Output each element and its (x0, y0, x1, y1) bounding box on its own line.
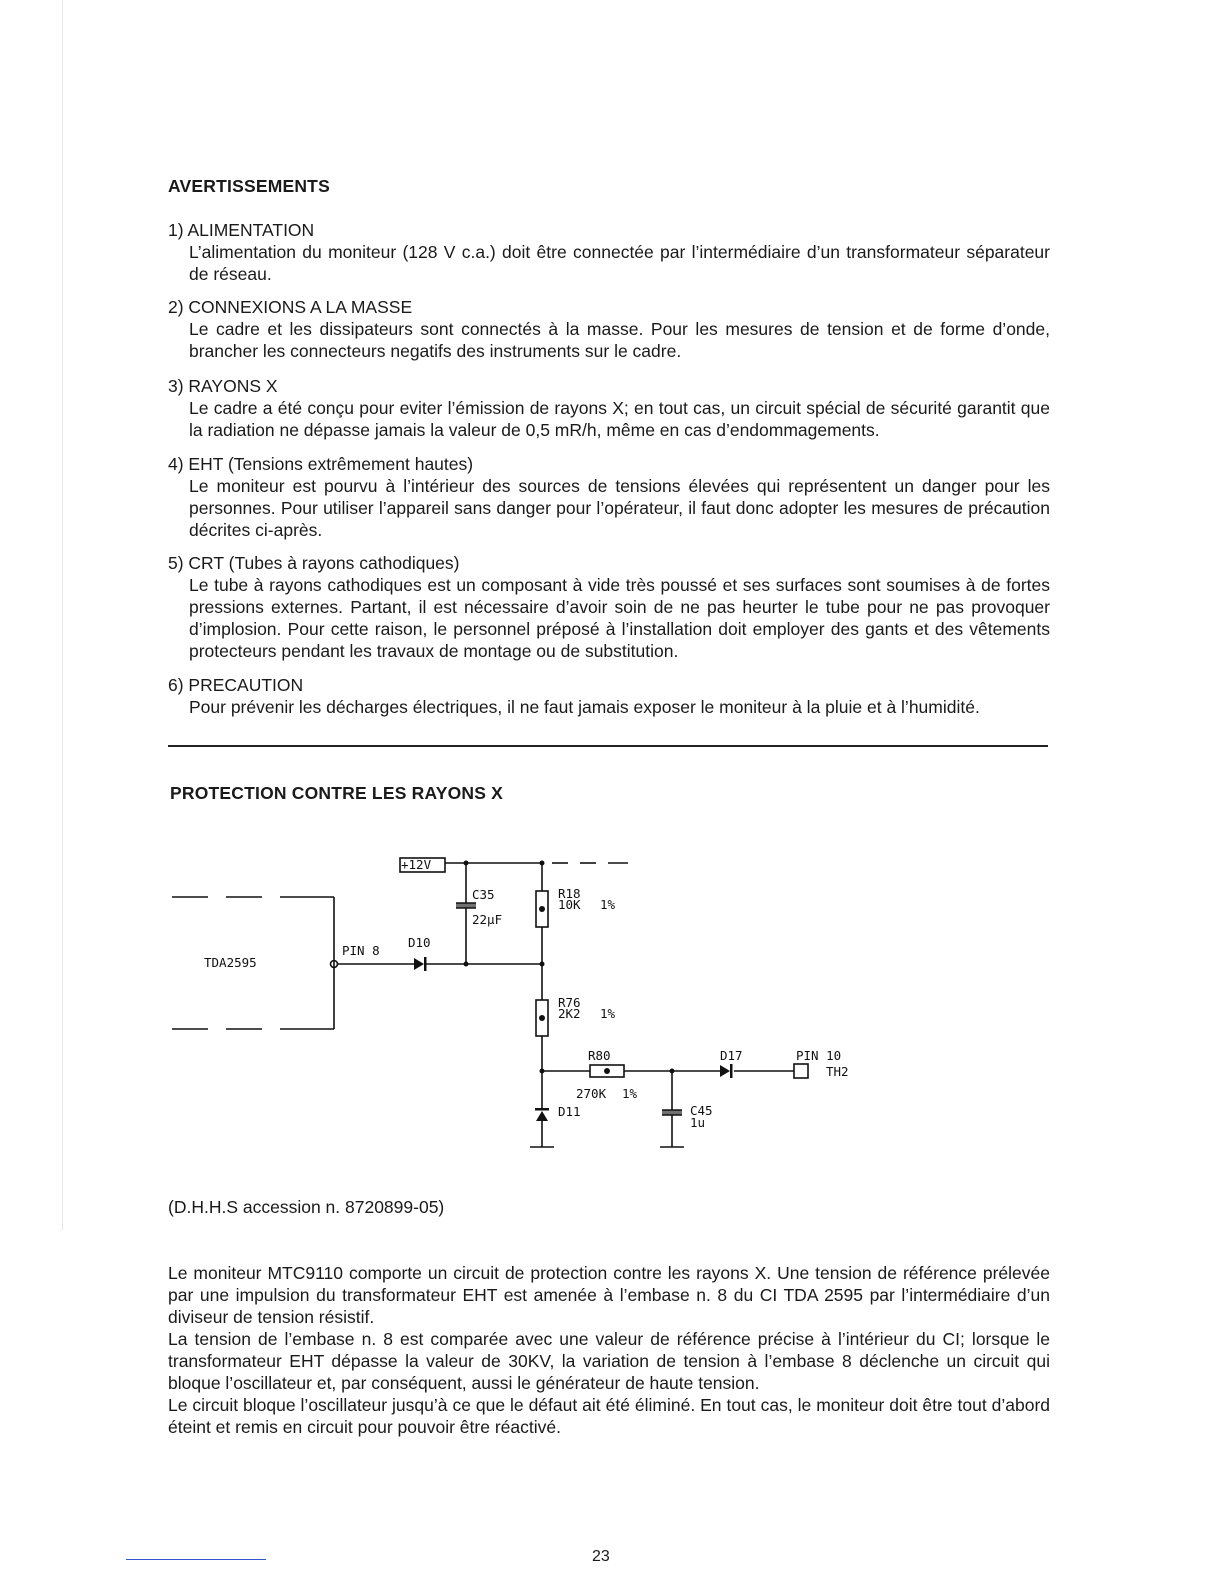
schematic-caption: (D.H.H.S accession n. 8720899-05) (168, 1197, 445, 1217)
r80-tolerance: 1% (622, 1086, 638, 1101)
supply-label: +12V (401, 857, 432, 872)
r18-value: 10K (558, 897, 581, 912)
section-divider (168, 745, 1048, 747)
warning-item-precaution (168, 674, 1050, 718)
warning-item-title: 6) PRECAUTION (168, 675, 304, 695)
warning-item-body: Le moniteur est pourvu à l’intérieur des sources de tensions élevées qui représentent un danger pour les personnes. Pour utiliser l’appareil sans danger pour l’opérateur, il faut donc adopter les mesures de précaution décrites ci-après. (189, 476, 1050, 540)
warning-item-crt (168, 552, 1050, 662)
page-number: 23 (592, 1548, 610, 1565)
c45-value: 1u (690, 1115, 706, 1130)
warning-item-alimentation (168, 219, 1050, 285)
warning-item-rayons-x (168, 375, 1050, 441)
c35-value: 22µF (472, 912, 503, 927)
warning-item-body: L’alimentation du moniteur (128 V c.a.) doit être connectée par l’intermédiaire d’un transformateur séparateur de réseau. (189, 242, 1050, 284)
warning-item-body: Pour prévenir les décharges électriques, il ne faut jamais exposer le moniteur à la pluie et à l’humidité. (189, 697, 980, 717)
r76-value: 2K2 (558, 1006, 581, 1021)
warning-item-masse (168, 296, 1050, 362)
paragraph: Le circuit bloque l’oscillateur jusqu’à ce que le défaut ait été éliminé. En tout cas, le moniteur doit être tout d’abord éteint et remis en circuit pour pouvoir être réactivé. (168, 1395, 1050, 1437)
r18-label: R18 (558, 886, 581, 901)
warning-item-eht (168, 453, 1050, 541)
paragraph: Le moniteur MTC9110 comporte un circuit de protection contre les rayons X. Une tension de référence prélevée par une impulsion du transformateur EHT est amenée à l’embase n. 8 du CI TDA 2595 par l’intermédiaire d’un diviseur de tension résistif. (168, 1263, 1050, 1327)
c45-label: C45 (690, 1103, 713, 1118)
protection-description (168, 1262, 1050, 1438)
page-edge-shadow (62, 0, 63, 1230)
warning-item-title: 2) CONNEXIONS A LA MASSE (168, 297, 413, 317)
d17-label: D17 (720, 1048, 743, 1063)
paragraph: La tension de l’embase n. 8 est comparée avec une valeur de référence précise à l’intérieur du CI; lorsque le transformateur EHT dépasse la valeur de 30KV, la variation de tension à l’embase 8 déclenche un circuit qui bloque l’oscillateur et, par conséquent, aussi le générateur de haute tension. (168, 1329, 1050, 1393)
warning-item-title: 3) RAYONS X (168, 376, 278, 396)
warning-item-body: Le cadre a été conçu pour eviter l’émission de rayons X; en tout cas, un circuit spécial de sécurité garantit que la radiation ne dépasse jamais la valeur de 0,5 mR/h, même en cas d’endommagements. (189, 398, 1050, 440)
warning-item-title: 5) CRT (Tubes à rayons cathodiques) (168, 553, 460, 573)
r80-label: R80 (588, 1048, 611, 1063)
protection-heading: PROTECTION CONTRE LES RAYONS X (170, 783, 504, 803)
warning-item-title: 1) ALIMENTATION (168, 220, 315, 240)
th2-label: TH2 (826, 1064, 849, 1079)
pin10-label: PIN 10 (796, 1048, 842, 1063)
footer-underline (126, 1559, 266, 1560)
warning-item-body: Le tube à rayons cathodiques est un composant à vide très poussé et ses surfaces sont soumises à de fortes pressions externes. Partant, il est nécessaire d’avoir soin de ne pas heurter le tube pour ne pas provoquer d’implosion. Pour cette raison, le personnel préposé à l’installation doit employer des gants et des vêtements protecteurs pendant les travaux de montage ou de substitution. (189, 575, 1050, 661)
r18-tolerance: 1% (600, 897, 616, 912)
r76-label: R76 (558, 995, 581, 1010)
r80-value: 270K (576, 1086, 607, 1101)
d10-label: D10 (408, 935, 431, 950)
c35-label: C35 (472, 887, 495, 902)
warning-item-title: 4) EHT (Tensions extrêmement hautes) (168, 454, 474, 474)
xray-protection-schematic (160, 845, 880, 1165)
d11-label: D11 (558, 1104, 581, 1119)
warning-item-body: Le cadre et les dissipateurs sont connectés à la masse. Pour les mesures de tension et de forme d’onde, brancher les connecteurs negatifs des instruments sur le cadre. (189, 319, 1050, 361)
pin8-label: PIN 8 (342, 943, 380, 958)
r76-tolerance: 1% (600, 1006, 616, 1021)
ic-label: TDA2595 (204, 955, 257, 970)
warnings-heading: AVERTISSEMENTS (168, 176, 330, 196)
